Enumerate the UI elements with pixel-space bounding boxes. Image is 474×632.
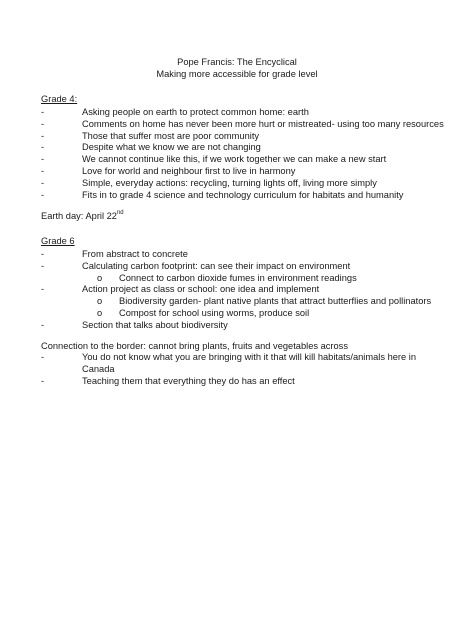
list-item xyxy=(41,284,461,296)
title-line-2: Making more accessible for grade level xyxy=(156,69,318,79)
dash-marker: - xyxy=(41,249,45,259)
grade6-section xyxy=(41,235,461,332)
circle-marker: o xyxy=(97,296,103,307)
list-item xyxy=(41,166,461,178)
grade4-section xyxy=(41,93,461,201)
list-item-text: Despite what we know we are not changing xyxy=(82,142,261,153)
list-item-text: Comments on home has never been more hurt or mistreated- using too many resources xyxy=(82,118,444,129)
list-item xyxy=(41,154,461,166)
list-item-text: Connect to carbon dioxide fumes in environment readings xyxy=(119,272,357,283)
list-item xyxy=(41,131,461,143)
dash-marker: - xyxy=(41,284,45,295)
dash-marker: - xyxy=(41,319,45,330)
sub-list-item xyxy=(41,296,461,308)
list-item xyxy=(41,178,461,190)
list-item-text: Biodiversity garden- plant native plants that attract butterflies and pollinators xyxy=(119,296,432,307)
dash-marker: - xyxy=(41,118,45,129)
list-item xyxy=(41,261,461,273)
document-title xyxy=(0,56,474,80)
grade4-heading: Grade 4: xyxy=(41,94,78,104)
list-item xyxy=(41,107,461,119)
sub-list-item xyxy=(41,308,461,320)
dash-marker: - xyxy=(41,142,45,153)
list-item xyxy=(41,376,461,388)
grade4-list xyxy=(41,107,461,201)
earth-day-label: Earth day: April 22 xyxy=(41,211,117,221)
list-item-text: Calculating carbon footprint: can see their impact on environment xyxy=(82,260,351,271)
list-item-text: Section that talks about biodiversity xyxy=(82,319,228,330)
grade6-heading: Grade 6 xyxy=(41,236,75,246)
list-item xyxy=(41,190,461,202)
dash-marker: - xyxy=(41,107,45,117)
list-item-text: Compost for school using worms, produce soil xyxy=(119,307,310,318)
list-item-text: Love for world and neighbour first to live in harmony xyxy=(82,165,296,176)
list-item xyxy=(41,352,461,376)
border-heading: Connection to the border: cannot bring plants, fruits and vegetables across xyxy=(41,341,348,351)
border-list xyxy=(41,352,461,387)
list-item xyxy=(41,142,461,154)
earth-day-suffix: nd xyxy=(116,210,124,216)
list-item xyxy=(41,249,461,261)
grade6-list xyxy=(41,249,461,332)
list-item xyxy=(41,119,461,131)
dash-marker: - xyxy=(41,165,45,176)
list-item xyxy=(41,320,461,332)
title-line-1: Pope Francis: The Encyclical xyxy=(177,57,297,67)
circle-marker: o xyxy=(97,307,103,318)
list-item-text: Fits in to grade 4 science and technology curriculum for habitats and humanity xyxy=(82,189,404,200)
sub-list-item xyxy=(41,273,461,285)
list-item-text: Those that suffer most are poor community xyxy=(82,130,260,141)
dash-marker: - xyxy=(41,177,45,188)
dash-marker: - xyxy=(41,375,45,386)
dash-marker: - xyxy=(41,154,45,165)
list-item-text: Simple, everyday actions: recycling, turning lights off, living more simply xyxy=(82,177,377,188)
earth-day-line xyxy=(41,210,461,222)
border-section xyxy=(41,340,461,387)
list-item-text: You do not know what you are bringing with it that will kill habitats/animals here in Canada xyxy=(82,352,417,374)
dash-marker: - xyxy=(41,352,45,362)
earth-day-section xyxy=(41,210,461,222)
list-item-text: From abstract to concrete xyxy=(82,249,188,259)
dash-marker: - xyxy=(41,260,45,271)
list-item-text: Asking people on earth to protect common home: earth xyxy=(82,107,309,117)
list-item-text: We cannot continue like this, if we work together we can make a new start xyxy=(82,154,387,165)
circle-marker: o xyxy=(97,272,103,283)
dash-marker: - xyxy=(41,130,45,141)
list-item-text: Action project as class or school: one idea and implement xyxy=(82,284,320,295)
list-item-text: Teaching them that everything they do has an effect xyxy=(82,375,295,386)
dash-marker: - xyxy=(41,189,45,200)
